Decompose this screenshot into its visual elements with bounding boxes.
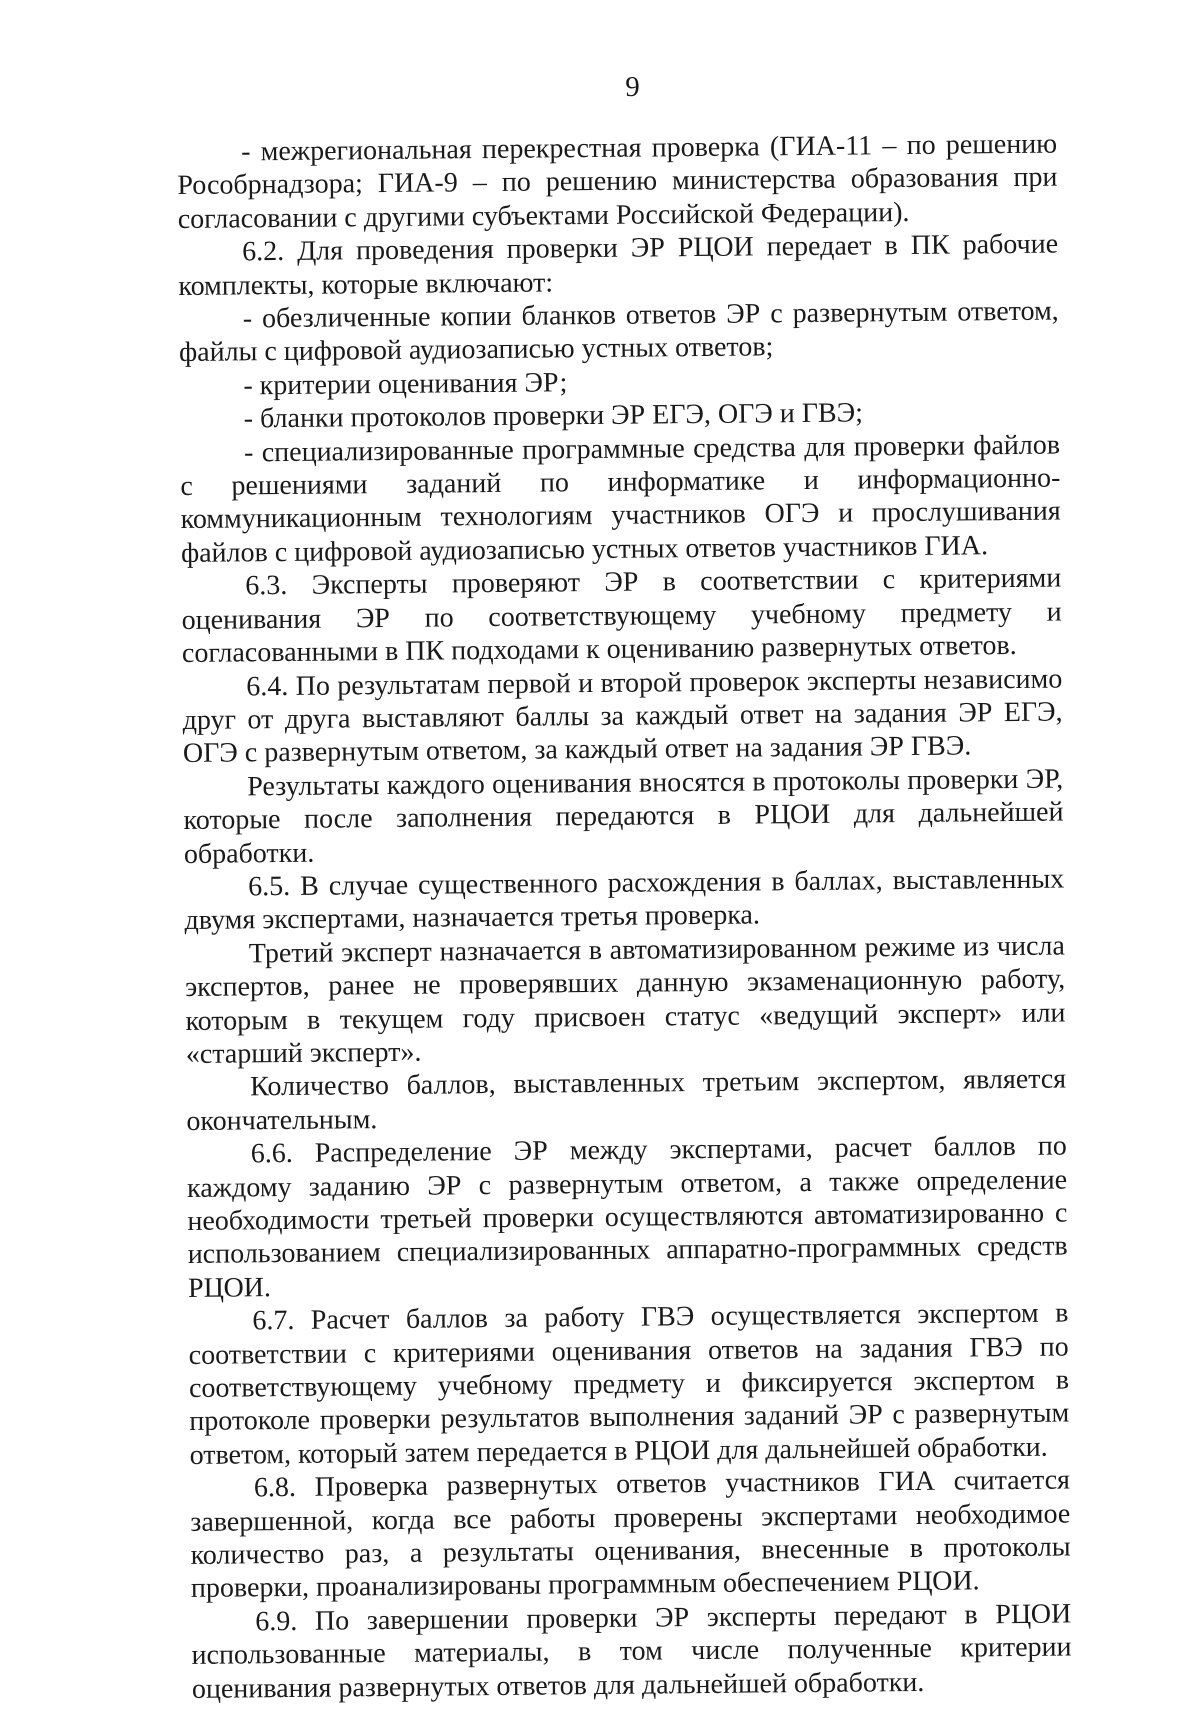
paragraph-6-4: 6.4. По результатам первой и второй проверок эксперты независимо друг от друга выставляют баллы за каждый ответ на задания ЭР ЕГЭ, ОГЭ с развернутым ответом, за каждый ответ на задания ЭР ГВЭ. (182, 663, 1063, 770)
page-number: 9 (625, 71, 640, 103)
list-item-software: - специализированные программные средства для проверки файлов с решениями заданий по информатике и информационно-коммуникационным технологиям участников ОГЭ и прослушивания файлов с цифровой аудиозаписью устных ответов участников ГИА. (180, 429, 1061, 569)
document-body (177, 128, 1072, 1706)
paragraph-6-5: 6.5. В случае существенного расхождения в баллах, выставленных двумя экспертами, назначается третья проверка. (184, 863, 1065, 937)
paragraph-interregional-check: - межрегиональная перекрестная проверка (ГИА-11 – по решению Рособрнадзора; ГИА-9 – по решению министерства образования при согласовании с другими субъектами Российской Федерации). (177, 128, 1058, 235)
list-item-criteria: - критерии оценивания ЭР; (243, 367, 568, 402)
paragraph-6-6: 6.6. Распределение ЭР между экспертами, расчет баллов по каждому заданию ЭР с развернутым ответом, а также определение необходимости третьей проверки осуществляются автоматизированно с использованием специализированных аппаратно-программных средств РЦОИ. (186, 1130, 1068, 1304)
paragraph-6-3: 6.3. Эксперты проверяют ЭР в соответствии с критериями оценивания ЭР по соответствующему учебному предмету и согласованными в ПК подходами к оцениванию развернутых ответов. (181, 562, 1062, 670)
paragraph-final-score: Количество баллов, выставленных третьим экспертом, является окончательным. (186, 1063, 1067, 1137)
paragraph-6-7: 6.7. Расчет баллов за работу ГВЭ осуществляется экспертом в соответствии с критериями оценивания ответов на задания ГВЭ по соответствующему учебному предмету и фиксируется экспертом в протоколе проверки результатов выполнения заданий ЭР с развернутым ответом, который затем передается в РЦОИ для дальнейшей обработки. (188, 1297, 1070, 1471)
paragraph-results-recorded: Результаты каждого оценивания вносятся в протоколы проверки ЭР, которые после заполнения передаются в РЦОИ для дальнейшей обработки. (183, 763, 1064, 870)
paragraph-6-9: 6.9. По завершении проверки ЭР эксперты передают в РЦОИ использованные материалы, в том числе полученные критерии оценивания развернутых ответов для дальнейшей обработки. (191, 1598, 1072, 1705)
paragraph-6-2: 6.2. Для проведения проверки ЭР РЦОИ передает в ПК рабочие комплекты, которые включают: (178, 228, 1059, 302)
list-item-protocol-forms: - бланки протоколов проверки ЭР ЕГЭ, ОГЭ и ГВЭ; (243, 397, 864, 435)
list-item-answer-copies: - обезличенные копии бланков ответов ЭР с развернутым ответом, файлы с цифровой аудиозаписью устных ответов; (178, 295, 1059, 369)
paragraph-6-8: 6.8. Проверка развернутых ответов участников ГИА считается завершенной, когда все работы проверены экспертами необходимое количество раз, а результаты оценивания, внесенные в протоколы проверки, проанализированы программным обеспечением РЦОИ. (190, 1464, 1071, 1605)
paragraph-third-expert: Третий эксперт назначается в автоматизированном режиме из числа экспертов, ранее не проверявших данную экзаменационную работу, которым в текущем году присвоен статус «ведущий эксперт» или «старший эксперт». (185, 930, 1066, 1070)
